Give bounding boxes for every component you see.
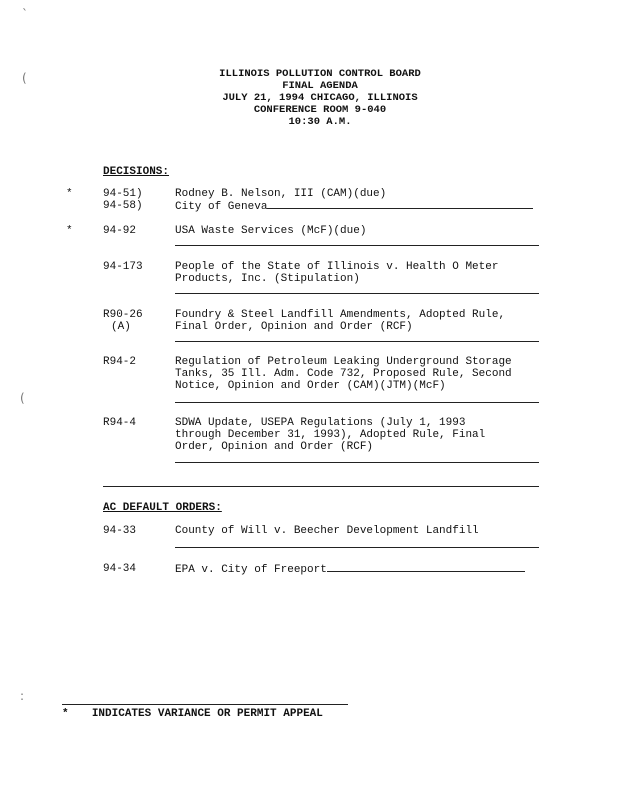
case-number: 94-92 [103,225,137,237]
case-description [175,563,539,576]
case-number: 94-173 [103,261,143,273]
scan-mark: : [20,689,25,703]
description-line: USA Waste Services (McF)(due) [175,225,367,237]
meeting-room: CONFERENCE ROOM 9-040 [253,104,387,116]
description-line: Rodney B. Nelson, III (CAM)(due) [175,188,387,200]
description-line: Tanks, 35 Ill. Adm. Code 732, Proposed Rule, Second [175,368,512,380]
case-description [175,261,539,285]
variance-star: * [66,188,73,200]
blank-rule [267,200,533,209]
description-line: through December 31, 1993), Adopted Rule, Final [175,429,486,441]
case-number-line: (A) [111,321,131,333]
footnote-text: INDICATES VARIANCE OR PERMIT APPEAL [91,708,323,720]
description-line-with-rule [175,563,539,576]
case-description [175,309,539,333]
description-line: Regulation of Petroleum Leaking Underground Storage [175,356,512,368]
agenda-title: FINAL AGENDA [282,80,358,92]
description-line: Final Order, Opinion and Order (RCF) [175,321,413,333]
description-line: Order, Opinion and Order (RCF) [175,441,374,453]
case-number-line: R90-26 [103,309,143,321]
case-number: 94-33 [103,525,137,537]
meeting-time: 10:30 A.M. [288,116,352,128]
description-line: County of Will v. Beecher Development Landfill [175,525,479,537]
scan-mark: ( [22,71,27,85]
case-number [103,188,143,212]
section-divider [103,486,539,487]
footer-rule [62,704,348,705]
description-line: Products, Inc. (Stipulation) [175,273,360,285]
case-number-line: 94-58) [103,200,143,212]
case-description [175,417,539,453]
case-number [103,309,143,333]
scan-mark: ` [22,7,28,21]
blank-rule [327,563,525,572]
board-name: ILLINOIS POLLUTION CONTROL BOARD [219,68,421,80]
description-line: People of the State of Illinois v. Health O Meter [175,261,499,273]
description-line: Foundry & Steel Landfill Amendments, Adopted Rule, [175,309,506,321]
blank-rule [175,462,539,463]
blank-rule [175,402,539,403]
agenda-header [150,68,490,128]
scan-mark: ( [20,391,25,405]
blank-rule [175,341,539,342]
footnote-star: * [62,708,69,720]
ac-default-heading: AC DEFAULT ORDERS: [103,502,222,514]
case-number-line: 94-51) [103,188,143,200]
case-description [175,225,539,237]
case-description [175,188,539,213]
description-line: City of Geneva [175,201,268,213]
case-number: R94-4 [103,417,137,429]
decisions-heading: DECISIONS: [103,166,170,178]
variance-star: * [66,225,73,237]
description-line-with-rule [175,200,539,213]
blank-rule [175,547,539,548]
case-description [175,525,539,537]
case-description [175,356,539,392]
blank-rule [175,245,539,246]
description-line: EPA v. City of Freeport [175,564,327,576]
case-number: R94-2 [103,356,137,368]
blank-rule [175,293,539,294]
description-line: Notice, Opinion and Order (CAM)(JTM)(McF) [175,380,446,392]
footnote [62,708,323,720]
meeting-date-location: JULY 21, 1994 CHICAGO, ILLINOIS [222,92,418,104]
description-line: SDWA Update, USEPA Regulations (July 1, 1993 [175,417,466,429]
case-number: 94-34 [103,563,137,575]
